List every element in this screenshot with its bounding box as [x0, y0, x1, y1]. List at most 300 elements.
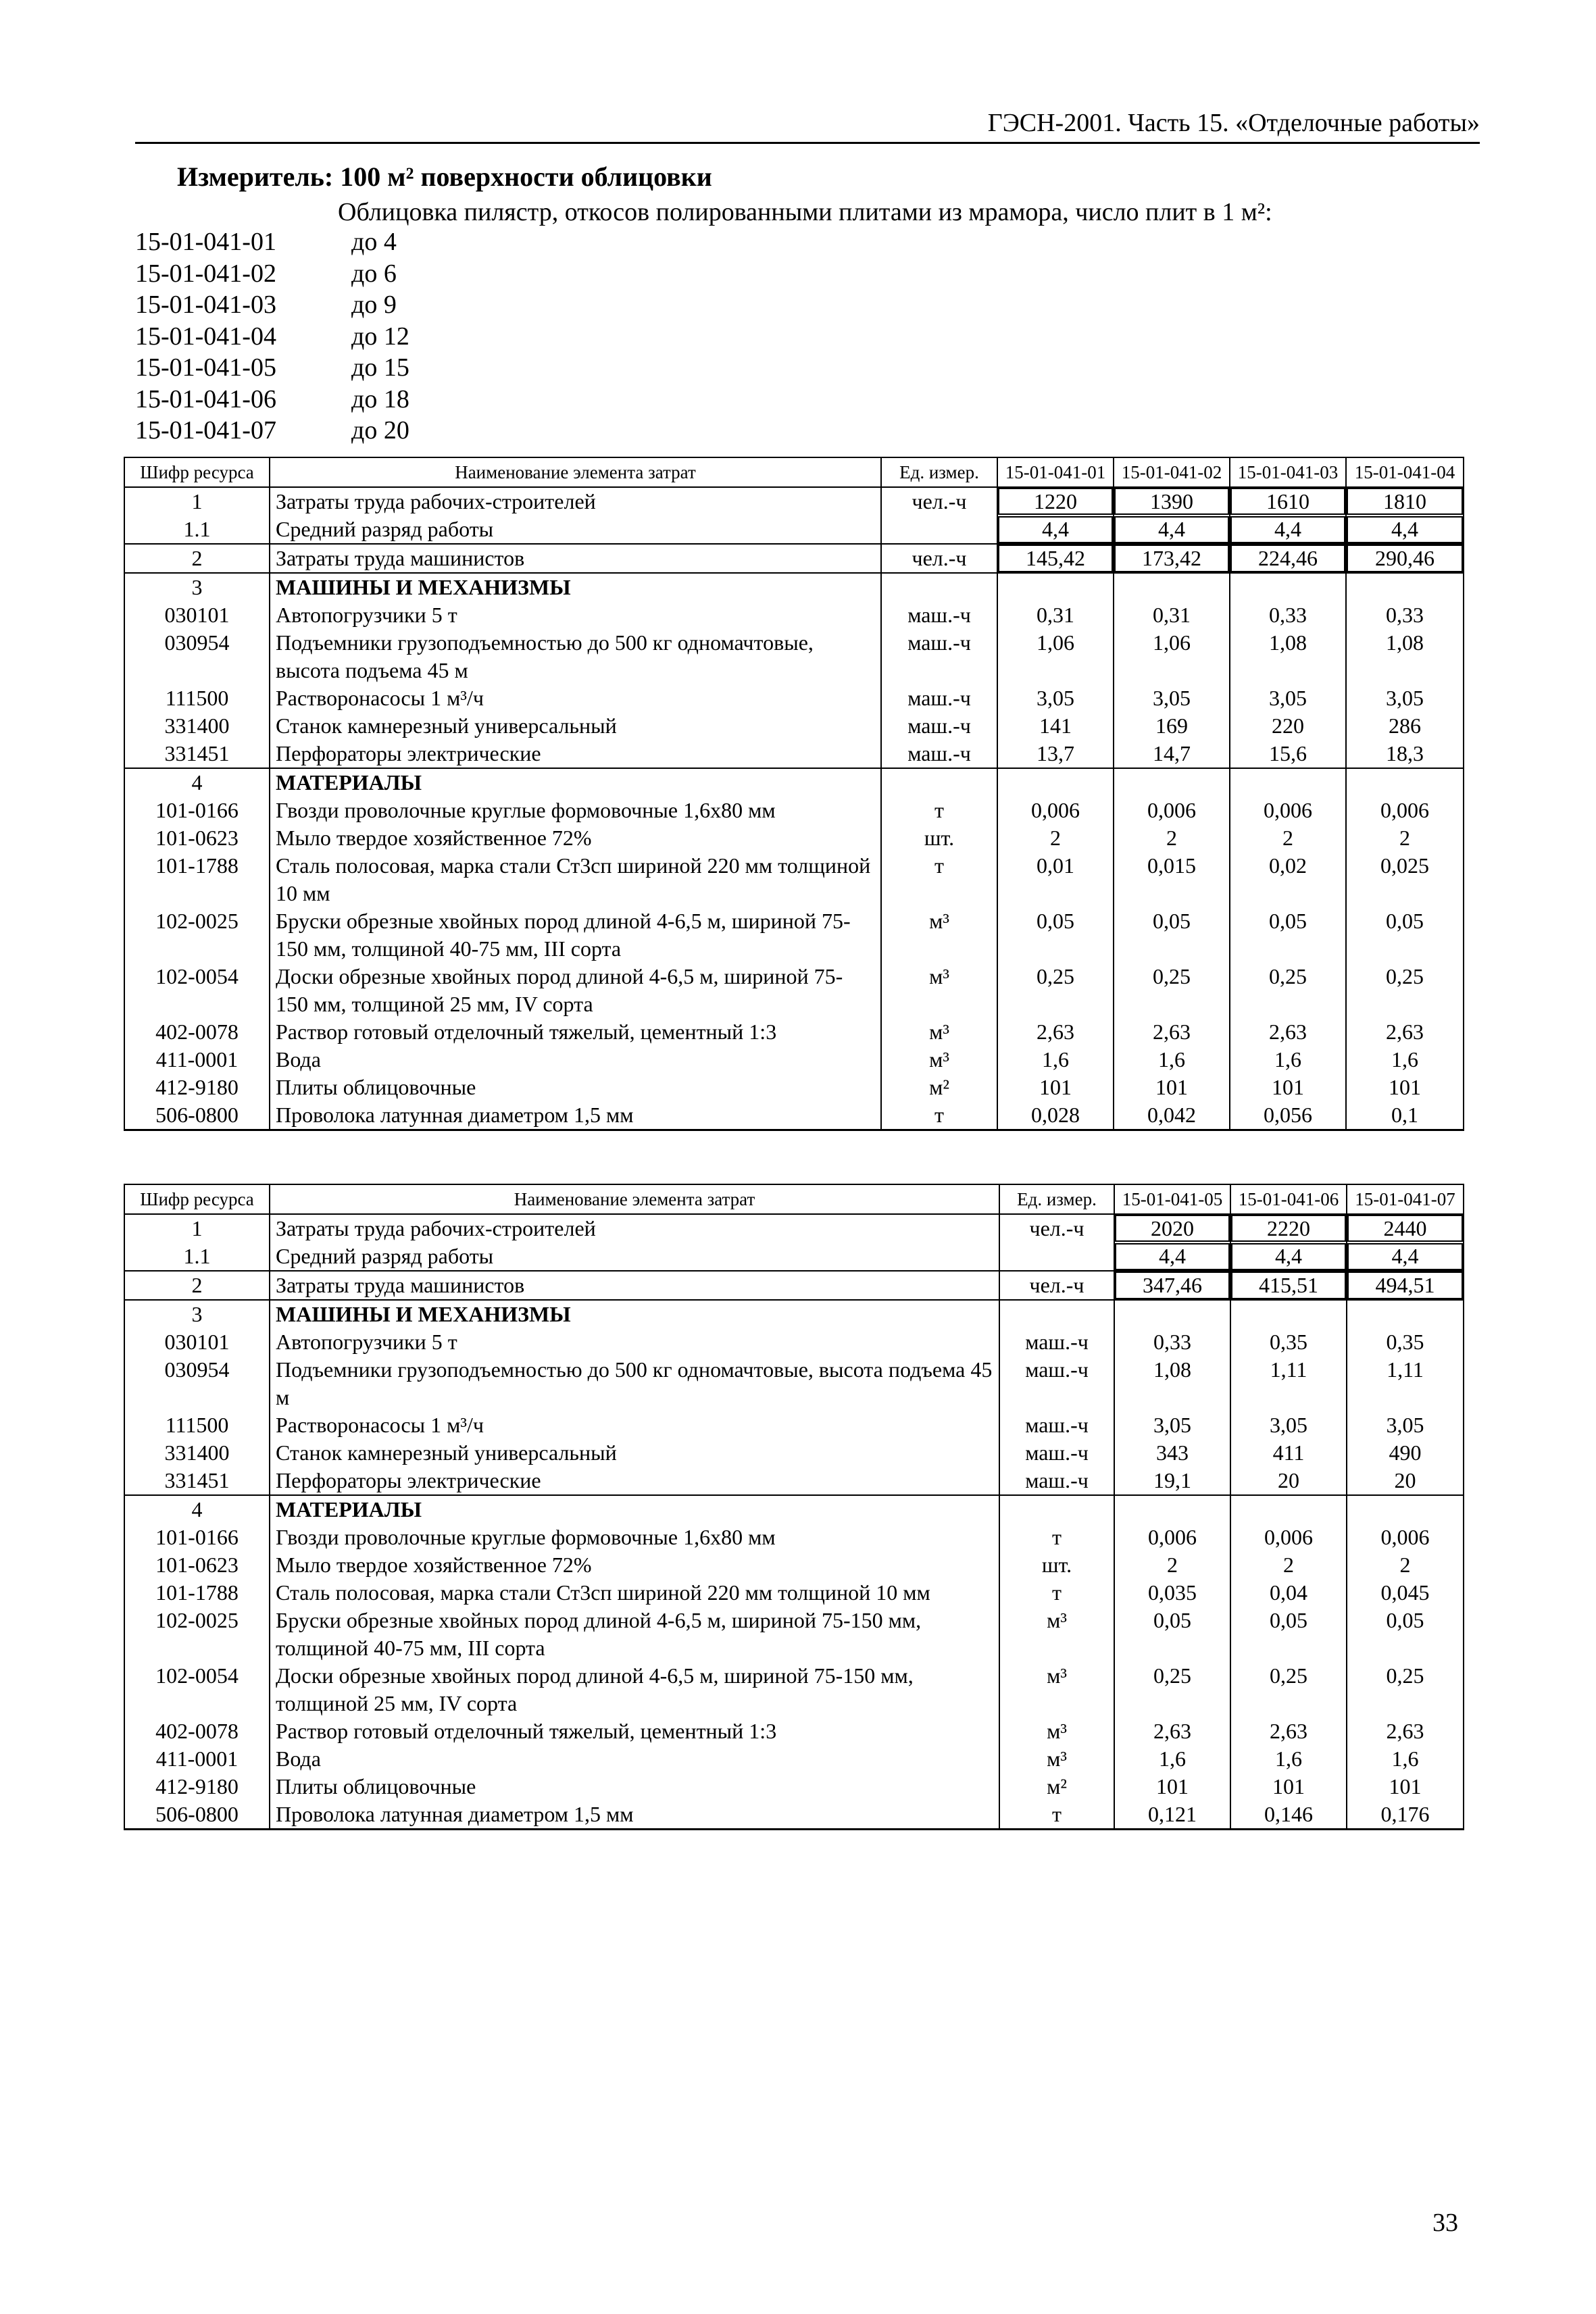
value-cell: 0,05: [1230, 907, 1346, 963]
cost-element-cell: Мыло твердое хозяйственное 72%: [270, 1551, 999, 1579]
unit-cell: маш.-ч: [881, 629, 997, 684]
header-rule: [135, 142, 1480, 144]
table-row: [124, 907, 1464, 963]
value-cell: 1,6: [1230, 1745, 1347, 1773]
value-cell: 1220: [997, 487, 1114, 515]
resource-code-cell: 331451: [124, 740, 270, 768]
resource-code-cell: 331451: [124, 1467, 270, 1495]
unit-cell: маш.-ч: [999, 1328, 1114, 1356]
cost-element-cell: Перфораторы электрические: [270, 1467, 999, 1495]
unit-cell: [999, 1242, 1114, 1271]
code-number: 15-01-041-01: [135, 228, 276, 256]
value-cell: 0,1: [1346, 1101, 1464, 1130]
value-cell: [1230, 1300, 1347, 1328]
value-cell: 0,05: [1114, 1607, 1230, 1662]
value-cell: [1347, 1495, 1464, 1524]
code-list-item: [135, 352, 409, 384]
cost-element-cell: Бруски обрезные хвойных пород длиной 4-6,5 м, шириной 75-150 мм, толщиной 40-75 мм, III сорта: [270, 1607, 999, 1662]
resource-code-cell: 1: [124, 487, 270, 515]
code-desc: до 12: [351, 322, 409, 351]
table-row: [124, 852, 1464, 907]
unit-cell: чел.-ч: [881, 544, 997, 573]
unit-cell: т: [881, 852, 997, 907]
unit-cell: м²: [881, 1074, 997, 1101]
cost-element-cell: Средний разряд работы: [270, 1242, 999, 1271]
value-cell: 19,1: [1114, 1467, 1230, 1495]
unit-cell: т: [999, 1524, 1114, 1551]
value-cell: 1810: [1346, 487, 1464, 515]
value-cell: 0,33: [1230, 601, 1346, 629]
value-cell: 1,6: [1114, 1046, 1230, 1074]
value-cell: 2,63: [1114, 1018, 1230, 1046]
value-cell: 2: [1230, 824, 1346, 852]
value-cell: 101: [1114, 1074, 1230, 1101]
value-cell: 2,63: [1230, 1018, 1346, 1046]
value-cell: 490: [1347, 1439, 1464, 1467]
unit-cell: чел.-ч: [999, 1271, 1114, 1300]
value-cell: 4,4: [997, 515, 1114, 544]
code-number: 15-01-041-06: [135, 384, 276, 413]
unit-cell: м³: [881, 1046, 997, 1074]
cost-element-cell: Средний разряд работы: [270, 515, 881, 544]
value-cell: 0,006: [997, 797, 1114, 824]
unit-cell: чел.-ч: [999, 1214, 1114, 1242]
column-header: Наименование элемента затрат: [270, 1184, 999, 1214]
cost-element-cell: Плиты облицовочные: [270, 1773, 999, 1801]
value-cell: 0,05: [1347, 1607, 1464, 1662]
unit-cell: чел.-ч: [881, 487, 997, 515]
cost-element-cell: Вода: [270, 1745, 999, 1773]
cost-element-cell: Плиты облицовочные: [270, 1074, 881, 1101]
code-list-item: [135, 384, 409, 416]
unit-cell: маш.-ч: [999, 1411, 1114, 1439]
table-row: [124, 824, 1464, 852]
table-row: [124, 797, 1464, 824]
table-row: [124, 515, 1464, 544]
resource-code-cell: 102-0025: [124, 1607, 270, 1662]
cost-element-cell: Затраты труда рабочих-строителей: [270, 1214, 999, 1242]
value-cell: 0,05: [1230, 1607, 1347, 1662]
code-desc: до 15: [351, 353, 409, 382]
column-header: 15-01-041-04: [1346, 457, 1464, 487]
value-cell: 169: [1114, 712, 1230, 740]
cost-element-cell: Бруски обрезные хвойных пород длиной 4-6,5 м, шириной 75-150 мм, толщиной 40-75 мм, III сорта: [270, 907, 881, 963]
resource-code-cell: 331400: [124, 712, 270, 740]
value-cell: 2,63: [1346, 1018, 1464, 1046]
value-cell: 0,006: [1114, 1524, 1230, 1551]
value-cell: [1346, 768, 1464, 797]
value-cell: 2,63: [997, 1018, 1114, 1046]
column-header: 15-01-041-05: [1114, 1184, 1230, 1214]
value-cell: 2: [1114, 824, 1230, 852]
value-cell: [1114, 768, 1230, 797]
column-header: Наименование элемента затрат: [270, 457, 881, 487]
unit-cell: маш.-ч: [881, 684, 997, 712]
resource-code-cell: 402-0078: [124, 1018, 270, 1046]
table-row: [124, 740, 1464, 768]
value-cell: 1,11: [1230, 1356, 1347, 1411]
value-cell: 0,035: [1114, 1579, 1230, 1607]
resource-code-cell: 030101: [124, 1328, 270, 1356]
unit-cell: м³: [881, 1018, 997, 1046]
resource-code-cell: 1.1: [124, 1242, 270, 1271]
table-row: [124, 712, 1464, 740]
value-cell: 1,08: [1346, 629, 1464, 684]
resource-code-cell: 1: [124, 1214, 270, 1242]
code-number: 15-01-041-02: [135, 259, 276, 288]
value-cell: 0,31: [1114, 601, 1230, 629]
value-cell: 3,05: [1347, 1411, 1464, 1439]
column-header: 15-01-041-02: [1114, 457, 1230, 487]
value-cell: 4,4: [1347, 1242, 1464, 1271]
cost-element-cell: Сталь полосовая, марка стали Ст3сп шириной 220 мм толщиной 10 мм: [270, 852, 881, 907]
resource-code-cell: 4: [124, 1495, 270, 1524]
page-number: 33: [1432, 2209, 1458, 2237]
table-row: [124, 1046, 1464, 1074]
code-list-item: [135, 289, 409, 321]
value-cell: 0,042: [1114, 1101, 1230, 1130]
cost-element-cell: Растворонасосы 1 м³/ч: [270, 684, 881, 712]
unit-cell: м³: [999, 1607, 1114, 1662]
value-cell: 101: [1230, 1773, 1347, 1801]
cost-element-cell: Растворонасосы 1 м³/ч: [270, 1411, 999, 1439]
resource-code-cell: 101-0166: [124, 797, 270, 824]
table-header-row: [124, 1184, 1464, 1214]
column-header: Шифр ресурса: [124, 457, 270, 487]
value-cell: 0,045: [1347, 1579, 1464, 1607]
value-cell: 2: [1114, 1551, 1230, 1579]
code-desc: до 9: [351, 291, 397, 319]
column-header: Шифр ресурса: [124, 1184, 270, 1214]
value-cell: 0,146: [1230, 1801, 1347, 1830]
value-cell: [1346, 573, 1464, 601]
unit-cell: т: [999, 1579, 1114, 1607]
unit-cell: [881, 768, 997, 797]
value-cell: 411: [1230, 1439, 1347, 1467]
value-cell: 1,6: [1230, 1046, 1346, 1074]
unit-cell: [881, 573, 997, 601]
cost-element-cell: Проволока латунная диаметром 1,5 мм: [270, 1801, 999, 1830]
resource-code-cell: 2: [124, 544, 270, 573]
intro-text: Облицовка пилястр, откосов полированными плитами из мрамора, число плит в 1 м²:: [338, 198, 1272, 226]
unit-cell: шт.: [999, 1551, 1114, 1579]
value-cell: 0,006: [1346, 797, 1464, 824]
table-row: [124, 1745, 1464, 1773]
resource-code-cell: 101-0166: [124, 1524, 270, 1551]
value-cell: 0,25: [997, 963, 1114, 1018]
table-row: [124, 1101, 1464, 1130]
column-header: Ед. измер.: [999, 1184, 1114, 1214]
table-row: [124, 1271, 1464, 1300]
value-cell: 141: [997, 712, 1114, 740]
cost-element-cell: Раствор готовый отделочный тяжелый, цементный 1:3: [270, 1717, 999, 1745]
value-cell: 1,6: [1347, 1745, 1464, 1773]
resource-code-cell: 331400: [124, 1439, 270, 1467]
value-cell: 3,05: [1230, 684, 1346, 712]
code-desc: до 18: [351, 384, 409, 413]
value-cell: 20: [1230, 1467, 1347, 1495]
unit-cell: маш.-ч: [881, 712, 997, 740]
unit-cell: маш.-ч: [999, 1467, 1114, 1495]
value-cell: 1,6: [1346, 1046, 1464, 1074]
resource-code-cell: 1.1: [124, 515, 270, 544]
value-cell: 0,121: [1114, 1801, 1230, 1830]
value-cell: 0,05: [997, 907, 1114, 963]
column-header: 15-01-041-01: [997, 457, 1114, 487]
cost-element-cell: Сталь полосовая, марка стали Ст3сп шириной 220 мм толщиной 10 мм: [270, 1579, 999, 1607]
cost-element-cell: Станок камнерезный универсальный: [270, 712, 881, 740]
value-cell: 220: [1230, 712, 1346, 740]
table-row: [124, 544, 1464, 573]
cost-element-cell: Доски обрезные хвойных пород длиной 4-6,5 м, шириной 75-150 мм, толщиной 25 мм, IV сорта: [270, 1662, 999, 1717]
value-cell: 343: [1114, 1439, 1230, 1467]
value-cell: [1347, 1300, 1464, 1328]
cost-element-cell: Станок камнерезный универсальный: [270, 1439, 999, 1467]
value-cell: 0,176: [1347, 1801, 1464, 1830]
resource-code-cell: 402-0078: [124, 1717, 270, 1745]
value-cell: 494,51: [1347, 1271, 1464, 1300]
value-cell: 0,25: [1230, 1662, 1347, 1717]
value-cell: 2020: [1114, 1214, 1230, 1242]
resource-code-cell: 102-0025: [124, 907, 270, 963]
value-cell: 3,05: [1346, 684, 1464, 712]
resource-code-cell: 111500: [124, 684, 270, 712]
value-cell: 0,04: [1230, 1579, 1347, 1607]
value-cell: 2: [997, 824, 1114, 852]
unit-cell: маш.-ч: [881, 601, 997, 629]
code-list-item: [135, 258, 409, 290]
value-cell: 0,25: [1230, 963, 1346, 1018]
table-row: [124, 1074, 1464, 1101]
cost-element-cell: Гвозди проволочные круглые формовочные 1,6x80 мм: [270, 797, 881, 824]
cost-element-cell: Проволока латунная диаметром 1,5 мм: [270, 1101, 881, 1130]
value-cell: 1,08: [1114, 1356, 1230, 1411]
value-cell: 2: [1347, 1551, 1464, 1579]
value-cell: [1114, 1300, 1230, 1328]
resource-code-cell: 030954: [124, 629, 270, 684]
value-cell: 0,025: [1346, 852, 1464, 907]
cost-element-cell: Затраты труда рабочих-строителей: [270, 487, 881, 515]
resource-code-cell: 4: [124, 768, 270, 797]
resource-code-cell: 3: [124, 1300, 270, 1328]
value-cell: 3,05: [1114, 1411, 1230, 1439]
cost-element-cell: Мыло твердое хозяйственное 72%: [270, 824, 881, 852]
unit-cell: м³: [999, 1745, 1114, 1773]
unit-cell: т: [881, 797, 997, 824]
cost-element-cell: МАТЕРИАЛЫ: [270, 768, 881, 797]
table-row: [124, 487, 1464, 515]
value-cell: 101: [997, 1074, 1114, 1101]
table-row: [124, 1328, 1464, 1356]
code-list-item: [135, 226, 409, 258]
value-cell: 0,05: [1346, 907, 1464, 963]
table-row: [124, 1356, 1464, 1411]
value-cell: 101: [1346, 1074, 1464, 1101]
value-cell: 0,01: [997, 852, 1114, 907]
value-cell: [1230, 1495, 1347, 1524]
value-cell: 101: [1230, 1074, 1346, 1101]
value-cell: 224,46: [1230, 544, 1346, 573]
cost-element-cell: Автопогрузчики 5 т: [270, 1328, 999, 1356]
value-cell: 0,31: [997, 601, 1114, 629]
value-cell: 1,08: [1230, 629, 1346, 684]
cost-element-cell: Затраты труда машинистов: [270, 544, 881, 573]
resource-code-cell: 411-0001: [124, 1046, 270, 1074]
table-row: [124, 629, 1464, 684]
cost-element-cell: МАТЕРИАЛЫ: [270, 1495, 999, 1524]
value-cell: 0,35: [1230, 1328, 1347, 1356]
resource-code-cell: 102-0054: [124, 1662, 270, 1717]
column-header: 15-01-041-03: [1230, 457, 1346, 487]
value-cell: 173,42: [1114, 544, 1230, 573]
resource-code-cell: 030101: [124, 601, 270, 629]
resource-code-cell: 506-0800: [124, 1801, 270, 1830]
resource-code-cell: 506-0800: [124, 1101, 270, 1130]
value-cell: 3,05: [997, 684, 1114, 712]
value-cell: 286: [1346, 712, 1464, 740]
cost-element-cell: Подъемники грузоподъемностью до 500 кг одномачтовые, высота подъема 45 м: [270, 1356, 999, 1411]
code-desc: до 6: [351, 259, 397, 288]
value-cell: 4,4: [1346, 515, 1464, 544]
code-list-item: [135, 321, 409, 353]
value-cell: 0,006: [1114, 797, 1230, 824]
code-number: 15-01-041-05: [135, 353, 276, 382]
value-cell: 0,25: [1114, 1662, 1230, 1717]
value-cell: 0,25: [1346, 963, 1464, 1018]
value-cell: 0,006: [1230, 1524, 1347, 1551]
resource-code-cell: 412-9180: [124, 1773, 270, 1801]
table-row: [124, 1467, 1464, 1495]
table-row: [124, 1495, 1464, 1524]
table-row: [124, 963, 1464, 1018]
value-cell: 1610: [1230, 487, 1346, 515]
table-row: [124, 1607, 1464, 1662]
resource-code-cell: 101-1788: [124, 852, 270, 907]
value-cell: 1390: [1114, 487, 1230, 515]
unit-cell: т: [999, 1801, 1114, 1830]
table-row: [124, 1411, 1464, 1439]
value-cell: [1230, 573, 1346, 601]
unit-cell: т: [881, 1101, 997, 1130]
value-cell: 14,7: [1114, 740, 1230, 768]
unit-cell: маш.-ч: [999, 1439, 1114, 1467]
unit-cell: [999, 1495, 1114, 1524]
value-cell: 0,006: [1230, 797, 1346, 824]
value-cell: 2: [1230, 1551, 1347, 1579]
value-cell: 18,3: [1346, 740, 1464, 768]
value-cell: 0,006: [1347, 1524, 1464, 1551]
table-row: [124, 1662, 1464, 1717]
cost-element-cell: Доски обрезные хвойных пород длиной 4-6,5 м, шириной 75-150 мм, толщиной 25 мм, IV сорта: [270, 963, 881, 1018]
unit-cell: м³: [999, 1717, 1114, 1745]
value-cell: 2,63: [1347, 1717, 1464, 1745]
cost-element-cell: Вода: [270, 1046, 881, 1074]
table-row: [124, 1300, 1464, 1328]
cost-element-cell: Перфораторы электрические: [270, 740, 881, 768]
code-number: 15-01-041-07: [135, 416, 276, 445]
cost-element-cell: МАШИНЫ И МЕХАНИЗМЫ: [270, 573, 881, 601]
value-cell: 2440: [1347, 1214, 1464, 1242]
value-cell: 2,63: [1230, 1717, 1347, 1745]
table-row: [124, 601, 1464, 629]
code-list-item: [135, 415, 409, 447]
value-cell: 2: [1346, 824, 1464, 852]
value-cell: 4,4: [1114, 515, 1230, 544]
value-cell: 1,11: [1347, 1356, 1464, 1411]
running-header: ГЭСН-2001. Часть 15. «Отделочные работы»: [987, 109, 1480, 137]
value-cell: 101: [1114, 1773, 1230, 1801]
table-row: [124, 1439, 1464, 1467]
code-desc: до 20: [351, 416, 409, 445]
value-cell: 0,015: [1114, 852, 1230, 907]
value-cell: 1,06: [997, 629, 1114, 684]
unit-cell: м³: [881, 963, 997, 1018]
cost-element-cell: Подъемники грузоподъемностью до 500 кг одномачтовые, высота подъема 45 м: [270, 629, 881, 684]
cost-element-cell: Затраты труда машинистов: [270, 1271, 999, 1300]
table-header-row: [124, 457, 1464, 487]
value-cell: [1230, 768, 1346, 797]
value-cell: 290,46: [1346, 544, 1464, 573]
value-cell: 0,33: [1346, 601, 1464, 629]
cost-element-cell: МАШИНЫ И МЕХАНИЗМЫ: [270, 1300, 999, 1328]
value-cell: 15,6: [1230, 740, 1346, 768]
cost-table-2: [124, 1184, 1464, 1830]
unit-cell: шт.: [881, 824, 997, 852]
resource-code-cell: 101-0623: [124, 824, 270, 852]
value-cell: 1,6: [1114, 1745, 1230, 1773]
table-row: [124, 1579, 1464, 1607]
table-row: [124, 1717, 1464, 1745]
resource-code-cell: 102-0054: [124, 963, 270, 1018]
value-cell: 4,4: [1114, 1242, 1230, 1271]
value-cell: 0,33: [1114, 1328, 1230, 1356]
unit-cell: м³: [881, 907, 997, 963]
column-header: 15-01-041-06: [1230, 1184, 1347, 1214]
value-cell: 4,4: [1230, 515, 1346, 544]
code-desc: до 4: [351, 228, 397, 256]
resource-code-cell: 3: [124, 573, 270, 601]
value-cell: 0,02: [1230, 852, 1346, 907]
table-row: [124, 1801, 1464, 1830]
value-cell: [997, 768, 1114, 797]
column-header: 15-01-041-07: [1347, 1184, 1464, 1214]
table-row: [124, 684, 1464, 712]
value-cell: [1114, 1495, 1230, 1524]
value-cell: 3,05: [1230, 1411, 1347, 1439]
unit-cell: [881, 515, 997, 544]
cost-element-cell: Автопогрузчики 5 т: [270, 601, 881, 629]
unit-cell: м²: [999, 1773, 1114, 1801]
value-cell: 0,05: [1114, 907, 1230, 963]
unit-cell: маш.-ч: [881, 740, 997, 768]
table-row: [124, 1018, 1464, 1046]
value-cell: 3,05: [1114, 684, 1230, 712]
value-cell: 20: [1347, 1467, 1464, 1495]
code-list: [135, 226, 409, 447]
cost-element-cell: Гвозди проволочные круглые формовочные 1,6x80 мм: [270, 1524, 999, 1551]
value-cell: 2220: [1230, 1214, 1347, 1242]
table-row: [124, 1551, 1464, 1579]
value-cell: [1114, 573, 1230, 601]
value-cell: 101: [1347, 1773, 1464, 1801]
unit-cell: маш.-ч: [999, 1356, 1114, 1411]
table-row: [124, 1773, 1464, 1801]
unit-cell: м³: [999, 1662, 1114, 1717]
value-cell: 145,42: [997, 544, 1114, 573]
resource-code-cell: 412-9180: [124, 1074, 270, 1101]
resource-code-cell: 101-1788: [124, 1579, 270, 1607]
code-number: 15-01-041-03: [135, 291, 276, 319]
